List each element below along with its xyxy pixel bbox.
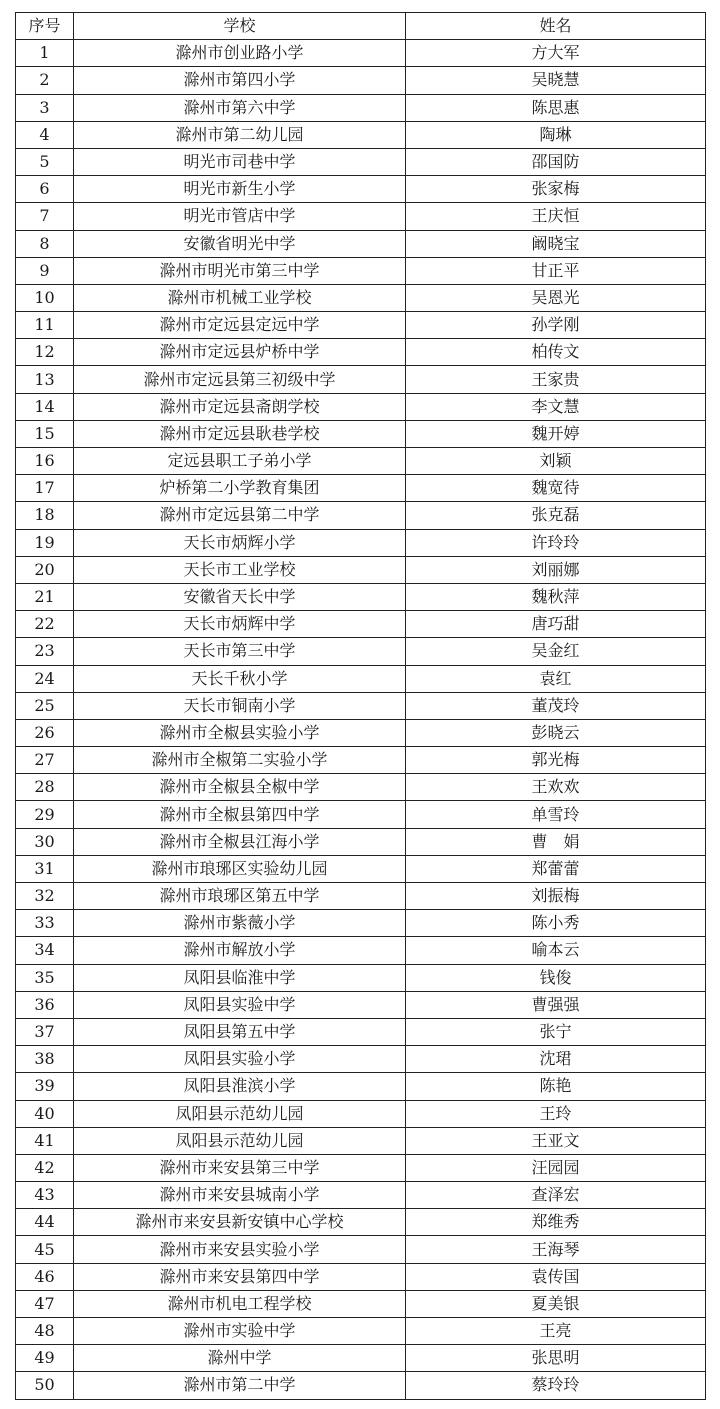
table-row bbox=[16, 747, 706, 774]
cell-school: 凤阳县淮滨小学 bbox=[74, 1073, 406, 1100]
roster-sheet bbox=[15, 12, 705, 1400]
cell-school: 滁州市来安县实验小学 bbox=[74, 1236, 406, 1263]
cell-index: 4 bbox=[16, 121, 74, 148]
cell-name: 张宁 bbox=[406, 1018, 706, 1045]
cell-index: 34 bbox=[16, 937, 74, 964]
cell-school: 滁州市琅琊区实验幼儿园 bbox=[74, 855, 406, 882]
cell-name: 甘正平 bbox=[406, 257, 706, 284]
header-index: 序号 bbox=[16, 13, 74, 40]
cell-index: 19 bbox=[16, 529, 74, 556]
cell-name: 张思明 bbox=[406, 1345, 706, 1372]
cell-school: 天长市第三中学 bbox=[74, 638, 406, 665]
cell-school: 滁州市定远县斋朗学校 bbox=[74, 393, 406, 420]
table-row bbox=[16, 1018, 706, 1045]
cell-name: 王亮 bbox=[406, 1318, 706, 1345]
cell-school: 天长千秋小学 bbox=[74, 665, 406, 692]
header-school: 学校 bbox=[74, 13, 406, 40]
table-row bbox=[16, 1345, 706, 1372]
table-row bbox=[16, 937, 706, 964]
cell-school: 凤阳县实验小学 bbox=[74, 1046, 406, 1073]
roster-body bbox=[16, 40, 706, 1399]
table-row bbox=[16, 611, 706, 638]
table-row bbox=[16, 1236, 706, 1263]
cell-index: 41 bbox=[16, 1127, 74, 1154]
cell-school: 滁州市全椒县第四中学 bbox=[74, 801, 406, 828]
table-row bbox=[16, 203, 706, 230]
cell-index: 38 bbox=[16, 1046, 74, 1073]
cell-name: 夏美银 bbox=[406, 1290, 706, 1317]
cell-school: 滁州市机电工程学校 bbox=[74, 1290, 406, 1317]
cell-school: 滁州市解放小学 bbox=[74, 937, 406, 964]
cell-school: 定远县职工子弟小学 bbox=[74, 448, 406, 475]
table-row bbox=[16, 312, 706, 339]
cell-index: 36 bbox=[16, 991, 74, 1018]
table-row bbox=[16, 40, 706, 67]
table-row bbox=[16, 883, 706, 910]
cell-name: 郭光梅 bbox=[406, 747, 706, 774]
cell-school: 滁州中学 bbox=[74, 1345, 406, 1372]
table-row bbox=[16, 1263, 706, 1290]
cell-index: 50 bbox=[16, 1372, 74, 1399]
cell-name: 吴晓慧 bbox=[406, 67, 706, 94]
table-row bbox=[16, 638, 706, 665]
cell-index: 20 bbox=[16, 556, 74, 583]
cell-index: 46 bbox=[16, 1263, 74, 1290]
cell-school: 滁州市紫薇小学 bbox=[74, 910, 406, 937]
cell-school: 滁州市全椒县实验小学 bbox=[74, 719, 406, 746]
cell-school: 滁州市明光市第三中学 bbox=[74, 257, 406, 284]
cell-school: 凤阳县示范幼儿园 bbox=[74, 1127, 406, 1154]
table-row bbox=[16, 991, 706, 1018]
table-row bbox=[16, 855, 706, 882]
cell-school: 滁州市实验中学 bbox=[74, 1318, 406, 1345]
cell-name: 王家贵 bbox=[406, 366, 706, 393]
cell-name: 沈珺 bbox=[406, 1046, 706, 1073]
roster-table bbox=[15, 12, 706, 1400]
table-row bbox=[16, 665, 706, 692]
table-row bbox=[16, 67, 706, 94]
cell-index: 22 bbox=[16, 611, 74, 638]
cell-index: 21 bbox=[16, 583, 74, 610]
cell-name: 魏秋萍 bbox=[406, 583, 706, 610]
cell-name: 董茂玲 bbox=[406, 692, 706, 719]
table-row bbox=[16, 257, 706, 284]
cell-name: 王海琴 bbox=[406, 1236, 706, 1263]
cell-index: 13 bbox=[16, 366, 74, 393]
cell-name: 方大军 bbox=[406, 40, 706, 67]
cell-name: 刘颖 bbox=[406, 448, 706, 475]
table-row bbox=[16, 964, 706, 991]
cell-school: 安徽省天长中学 bbox=[74, 583, 406, 610]
cell-index: 47 bbox=[16, 1290, 74, 1317]
cell-index: 33 bbox=[16, 910, 74, 937]
table-row bbox=[16, 828, 706, 855]
cell-index: 32 bbox=[16, 883, 74, 910]
cell-name: 喻本云 bbox=[406, 937, 706, 964]
cell-school: 滁州市第六中学 bbox=[74, 94, 406, 121]
cell-school: 安徽省明光中学 bbox=[74, 230, 406, 257]
cell-name: 陶琳 bbox=[406, 121, 706, 148]
cell-index: 29 bbox=[16, 801, 74, 828]
cell-school: 滁州市定远县第二中学 bbox=[74, 502, 406, 529]
table-row bbox=[16, 692, 706, 719]
cell-name: 郑蕾蕾 bbox=[406, 855, 706, 882]
cell-index: 6 bbox=[16, 176, 74, 203]
cell-school: 滁州市来安县新安镇中心学校 bbox=[74, 1209, 406, 1236]
cell-name: 郑维秀 bbox=[406, 1209, 706, 1236]
table-row bbox=[16, 94, 706, 121]
cell-name: 许玲玲 bbox=[406, 529, 706, 556]
cell-name: 汪园园 bbox=[406, 1154, 706, 1181]
cell-index: 31 bbox=[16, 855, 74, 882]
table-row bbox=[16, 230, 706, 257]
cell-name: 袁红 bbox=[406, 665, 706, 692]
table-row bbox=[16, 448, 706, 475]
cell-name: 袁传国 bbox=[406, 1263, 706, 1290]
table-row bbox=[16, 1209, 706, 1236]
cell-index: 12 bbox=[16, 339, 74, 366]
cell-name: 曹强强 bbox=[406, 991, 706, 1018]
cell-school: 天长市工业学校 bbox=[74, 556, 406, 583]
cell-index: 16 bbox=[16, 448, 74, 475]
cell-index: 42 bbox=[16, 1154, 74, 1181]
header-row bbox=[16, 13, 706, 40]
cell-name: 钱俊 bbox=[406, 964, 706, 991]
cell-name: 吴金红 bbox=[406, 638, 706, 665]
table-row bbox=[16, 1073, 706, 1100]
table-row bbox=[16, 475, 706, 502]
cell-name: 张家梅 bbox=[406, 176, 706, 203]
cell-index: 48 bbox=[16, 1318, 74, 1345]
cell-name: 魏开婷 bbox=[406, 420, 706, 447]
cell-school: 天长市铜南小学 bbox=[74, 692, 406, 719]
cell-name: 李文慧 bbox=[406, 393, 706, 420]
cell-index: 28 bbox=[16, 774, 74, 801]
cell-index: 7 bbox=[16, 203, 74, 230]
cell-name: 阚晓宝 bbox=[406, 230, 706, 257]
cell-school: 滁州市机械工业学校 bbox=[74, 284, 406, 311]
cell-index: 18 bbox=[16, 502, 74, 529]
cell-school: 凤阳县实验中学 bbox=[74, 991, 406, 1018]
cell-name: 陈思惠 bbox=[406, 94, 706, 121]
cell-index: 14 bbox=[16, 393, 74, 420]
table-row bbox=[16, 366, 706, 393]
cell-name: 蔡玲玲 bbox=[406, 1372, 706, 1399]
cell-school: 滁州市全椒第二实验小学 bbox=[74, 747, 406, 774]
cell-school: 滁州市全椒县江海小学 bbox=[74, 828, 406, 855]
cell-school: 滁州市定远县第三初级中学 bbox=[74, 366, 406, 393]
cell-index: 17 bbox=[16, 475, 74, 502]
cell-name: 邵国防 bbox=[406, 148, 706, 175]
cell-name: 柏传文 bbox=[406, 339, 706, 366]
cell-name: 唐巧甜 bbox=[406, 611, 706, 638]
table-row bbox=[16, 1154, 706, 1181]
table-row bbox=[16, 529, 706, 556]
cell-index: 40 bbox=[16, 1100, 74, 1127]
cell-school: 明光市管店中学 bbox=[74, 203, 406, 230]
table-row bbox=[16, 774, 706, 801]
table-row bbox=[16, 420, 706, 447]
cell-index: 35 bbox=[16, 964, 74, 991]
cell-name: 吴恩光 bbox=[406, 284, 706, 311]
cell-school: 滁州市琅琊区第五中学 bbox=[74, 883, 406, 910]
cell-name: 陈艳 bbox=[406, 1073, 706, 1100]
header-name: 姓名 bbox=[406, 13, 706, 40]
cell-index: 5 bbox=[16, 148, 74, 175]
cell-index: 1 bbox=[16, 40, 74, 67]
cell-school: 明光市司巷中学 bbox=[74, 148, 406, 175]
table-row bbox=[16, 1318, 706, 1345]
cell-index: 15 bbox=[16, 420, 74, 447]
table-row bbox=[16, 148, 706, 175]
table-row bbox=[16, 801, 706, 828]
cell-index: 49 bbox=[16, 1345, 74, 1372]
cell-school: 凤阳县临淮中学 bbox=[74, 964, 406, 991]
cell-name: 陈小秀 bbox=[406, 910, 706, 937]
cell-index: 37 bbox=[16, 1018, 74, 1045]
cell-index: 2 bbox=[16, 67, 74, 94]
cell-name: 刘振梅 bbox=[406, 883, 706, 910]
cell-index: 10 bbox=[16, 284, 74, 311]
cell-index: 43 bbox=[16, 1182, 74, 1209]
cell-name: 查泽宏 bbox=[406, 1182, 706, 1209]
cell-index: 11 bbox=[16, 312, 74, 339]
cell-name: 王庆恒 bbox=[406, 203, 706, 230]
cell-index: 8 bbox=[16, 230, 74, 257]
table-row bbox=[16, 393, 706, 420]
cell-school: 滁州市第二中学 bbox=[74, 1372, 406, 1399]
cell-school: 凤阳县示范幼儿园 bbox=[74, 1100, 406, 1127]
cell-school: 天长市炳辉中学 bbox=[74, 611, 406, 638]
table-row bbox=[16, 121, 706, 148]
cell-name: 魏宽待 bbox=[406, 475, 706, 502]
cell-index: 39 bbox=[16, 1073, 74, 1100]
cell-index: 44 bbox=[16, 1209, 74, 1236]
table-row bbox=[16, 910, 706, 937]
cell-school: 滁州市来安县城南小学 bbox=[74, 1182, 406, 1209]
cell-name: 张克磊 bbox=[406, 502, 706, 529]
cell-school: 滁州市来安县第四中学 bbox=[74, 1263, 406, 1290]
cell-school: 滁州市来安县第三中学 bbox=[74, 1154, 406, 1181]
cell-school: 滁州市创业路小学 bbox=[74, 40, 406, 67]
table-row bbox=[16, 502, 706, 529]
cell-school: 滁州市第二幼儿园 bbox=[74, 121, 406, 148]
cell-index: 3 bbox=[16, 94, 74, 121]
cell-school: 明光市新生小学 bbox=[74, 176, 406, 203]
cell-name: 曹 娟 bbox=[406, 828, 706, 855]
cell-name: 刘丽娜 bbox=[406, 556, 706, 583]
cell-name: 彭晓云 bbox=[406, 719, 706, 746]
cell-school: 滁州市定远县定远中学 bbox=[74, 312, 406, 339]
table-row bbox=[16, 1100, 706, 1127]
cell-school: 天长市炳辉小学 bbox=[74, 529, 406, 556]
cell-index: 27 bbox=[16, 747, 74, 774]
cell-school: 凤阳县第五中学 bbox=[74, 1018, 406, 1045]
cell-index: 9 bbox=[16, 257, 74, 284]
cell-name: 王亚文 bbox=[406, 1127, 706, 1154]
cell-index: 24 bbox=[16, 665, 74, 692]
cell-school: 滁州市定远县炉桥中学 bbox=[74, 339, 406, 366]
table-row bbox=[16, 1127, 706, 1154]
cell-name: 孙学刚 bbox=[406, 312, 706, 339]
table-row bbox=[16, 719, 706, 746]
table-row bbox=[16, 1182, 706, 1209]
cell-name: 王玲 bbox=[406, 1100, 706, 1127]
cell-index: 30 bbox=[16, 828, 74, 855]
cell-school: 滁州市第四小学 bbox=[74, 67, 406, 94]
table-row bbox=[16, 339, 706, 366]
table-row bbox=[16, 556, 706, 583]
table-row bbox=[16, 1290, 706, 1317]
cell-index: 45 bbox=[16, 1236, 74, 1263]
cell-school: 滁州市全椒县全椒中学 bbox=[74, 774, 406, 801]
cell-school: 滁州市定远县耿巷学校 bbox=[74, 420, 406, 447]
table-row bbox=[16, 1372, 706, 1399]
table-row bbox=[16, 583, 706, 610]
cell-index: 25 bbox=[16, 692, 74, 719]
cell-name: 王欢欢 bbox=[406, 774, 706, 801]
cell-index: 26 bbox=[16, 719, 74, 746]
table-row bbox=[16, 176, 706, 203]
cell-name: 单雪玲 bbox=[406, 801, 706, 828]
table-row bbox=[16, 1046, 706, 1073]
cell-index: 23 bbox=[16, 638, 74, 665]
cell-school: 炉桥第二小学教育集团 bbox=[74, 475, 406, 502]
table-row bbox=[16, 284, 706, 311]
